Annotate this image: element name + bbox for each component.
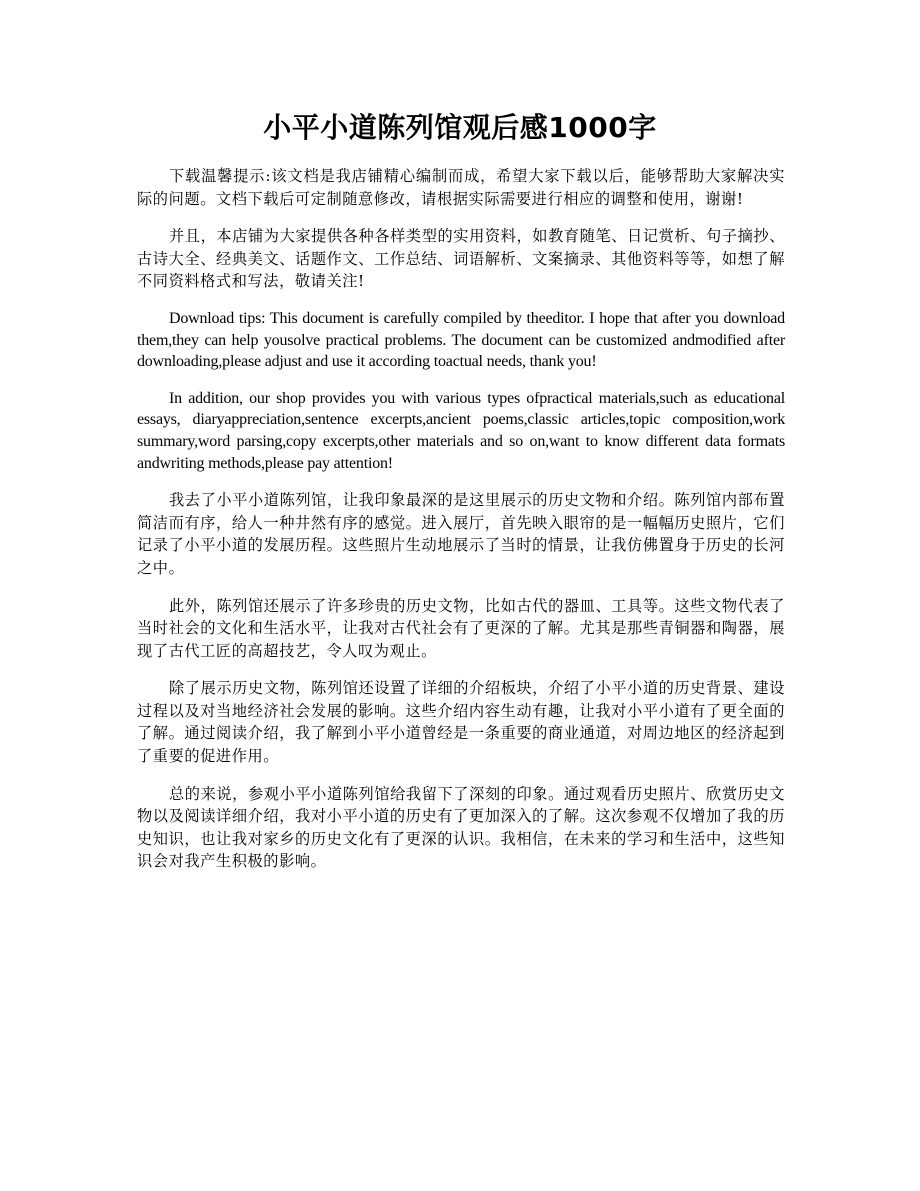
document-body <box>137 165 785 888</box>
shop-intro-zh-paragraph: 并且，本店铺为大家提供各种各样类型的实用资料，如教育随笔、日记赏析、句子摘抄、古诗大全、经典美文、话题作文、工作总结、词语解析、文案摘录、其他资料等等，如想了解不同资料格式和写法，敬请关注! <box>137 227 785 291</box>
document-title: 小平小道陈列馆观后感1000字 <box>263 111 657 144</box>
essay-paragraph-3: 除了展示历史文物，陈列馆还设置了详细的介绍板块，介绍了小平小道的历史背景、建设过程以及对当地经济社会发展的影响。这些介绍内容生动有趣，让我对小平小道有了更全面的了解。通过阅读介绍，我了解到小平小道曾经是一条重要的商业通道，对周边地区的经济起到了重要的促进作用。 <box>137 679 785 766</box>
shop-intro-en-paragraph: In addition, our shop provides you with various types ofpractical materials,such as educational essays, diaryappreciation,sentence excerpts,ancient poems,classic articles,topic composition,work summary,word parsing,copy excerpts,other materials and so on,want to know different data formats andwriting methods,please pay attention! <box>137 389 785 472</box>
download-tip-en-paragraph: Download tips: This document is carefully compiled by theeditor. I hope that after you download them,they can help yousolve practical problems. The document can be customized andmodified after downloading,please adjust and use it according toactual needs, thank you! <box>137 309 785 371</box>
download-tip-zh-paragraph: 下载温馨提示:该文档是我店铺精心编制而成，希望大家下载以后，能够帮助大家解决实际的问题。文档下载后可定制随意修改，请根据实际需要进行相应的调整和使用，谢谢! <box>137 167 785 208</box>
essay-paragraph-2: 此外，陈列馆还展示了许多珍贵的历史文物，比如古代的器皿、工具等。这些文物代表了当时社会的文化和生活水平，让我对古代社会有了更深的了解。尤其是那些青铜器和陶器，展现了古代工匠的高超技艺，令人叹为观止。 <box>137 596 785 660</box>
essay-paragraph-4: 总的来说，参观小平小道陈列馆给我留下了深刻的印象。通过观看历史照片、欣赏历史文物以及阅读详细介绍，我对小平小道的历史有了更加深入的了解。这次参观不仅增加了我的历史知识，也让我对家乡的历史文化有了更深的认识。我相信，在未来的学习和生活中，这些知识会对我产生积极的影响。 <box>137 784 785 871</box>
essay-paragraph-1: 我去了小平小道陈列馆，让我印象最深的是这里展示的历史文物和介绍。陈列馆内部布置简洁而有序，给人一种井然有序的感觉。进入展厅，首先映入眼帘的是一幅幅历史照片，它们记录了小平小道的发展历程。这些照片生动地展示了当时的情景，让我仿佛置身于历史的长河之中。 <box>137 491 785 577</box>
